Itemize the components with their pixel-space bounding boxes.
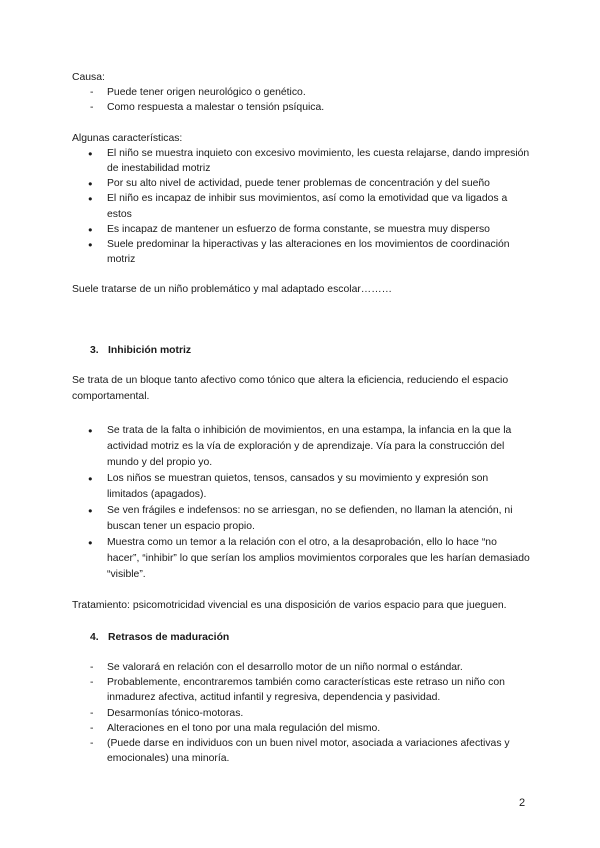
list-item: ● Muestra como un temor a la relación con el otro, a la desaprobación, ello lo hace “no hacer”, “inhibir” lo que serían los amplios movimientos corporales que les harían demasiado “visible”. <box>72 535 532 583</box>
list-item: ● Suele predominar la hiperactivas y las alteraciones en los movimientos de coordinación motriz <box>72 237 532 267</box>
list-item: - Como respuesta a malestar o tensión psíquica. <box>72 100 532 115</box>
section-3-tratamiento: Tratamiento: psicomotricidad vivencial es una disposición de varios espacio para que jueguen. <box>72 599 507 611</box>
list-item: ● Es incapaz de mantener un esfuerzo de forma constante, se muestra muy disperso <box>72 222 532 237</box>
section-3-heading <box>72 343 532 358</box>
section-3-list <box>72 423 532 583</box>
section-3-intro: Se trata de un bloque tanto afectivo como tónico que altera la eficiencia, reduciendo el espacio comportamental. <box>72 374 509 402</box>
section-3-title: Inhibición motriz <box>108 344 192 356</box>
section-4-number: 4. <box>90 631 99 643</box>
section-4-title: Retrasos de maduración <box>108 631 230 643</box>
page-number: 2 <box>519 797 526 809</box>
list-item: - Alteraciones en el tono por una mala regulación del mismo. <box>72 721 532 736</box>
list-item: ● Se trata de la falta o inhibición de movimientos, en una estampa, la infancia en la que la actividad motriz es la vía de exploración y de aprendizaje. Vía para la construcción del mundo y del propio yo. <box>72 423 532 471</box>
page-content <box>72 70 532 766</box>
list-item: - (Puede darse en individuos con un buen nivel motor, asociada a variaciones afectivas y emocionales) una minoría. <box>72 736 532 766</box>
list-item: - Se valorará en relación con el desarrollo motor de un niño normal o estándar. <box>72 660 532 675</box>
causa-list <box>72 85 532 115</box>
section-3-number: 3. <box>90 344 99 356</box>
causa-label: Causa: <box>72 72 105 83</box>
list-item: ● Por su alto nivel de actividad, puede tener problemas de concentración y del sueño <box>72 176 532 191</box>
caracteristicas-closing: Suele tratarse de un niño problemático y mal adaptado escolar……… <box>72 284 392 296</box>
caracteristicas-label: Algunas características: <box>72 132 183 144</box>
section-4-list <box>72 660 532 766</box>
list-item: - Probablemente, encontraremos también como características este retraso un niño con inmadurez afectiva, actitud infantil y regresiva, dependencia y pasividad. <box>72 675 532 705</box>
list-item: ● El niño es incapaz de inhibir sus movimientos, así como la emotividad que va ligados a estos <box>72 191 532 221</box>
list-item: ● El niño se muestra inquieto con excesivo movimiento, les cuesta relajarse, dando impresión de inestabilidad motriz <box>72 146 532 176</box>
list-item: ● Se ven frágiles e indefensos: no se arriesgan, no se defienden, no llaman la atención, ni buscan tener un espacio propio. <box>72 503 532 535</box>
list-item: - Desarmonías tónico-motoras. <box>72 706 532 721</box>
section-4-heading <box>72 630 532 645</box>
caracteristicas-list <box>72 146 532 268</box>
list-item: ● Los niños se muestran quietos, tensos, cansados y su movimiento y expresión son limitados (apagados). <box>72 471 532 503</box>
list-item: - Puede tener origen neurológico o genético. <box>72 85 532 100</box>
